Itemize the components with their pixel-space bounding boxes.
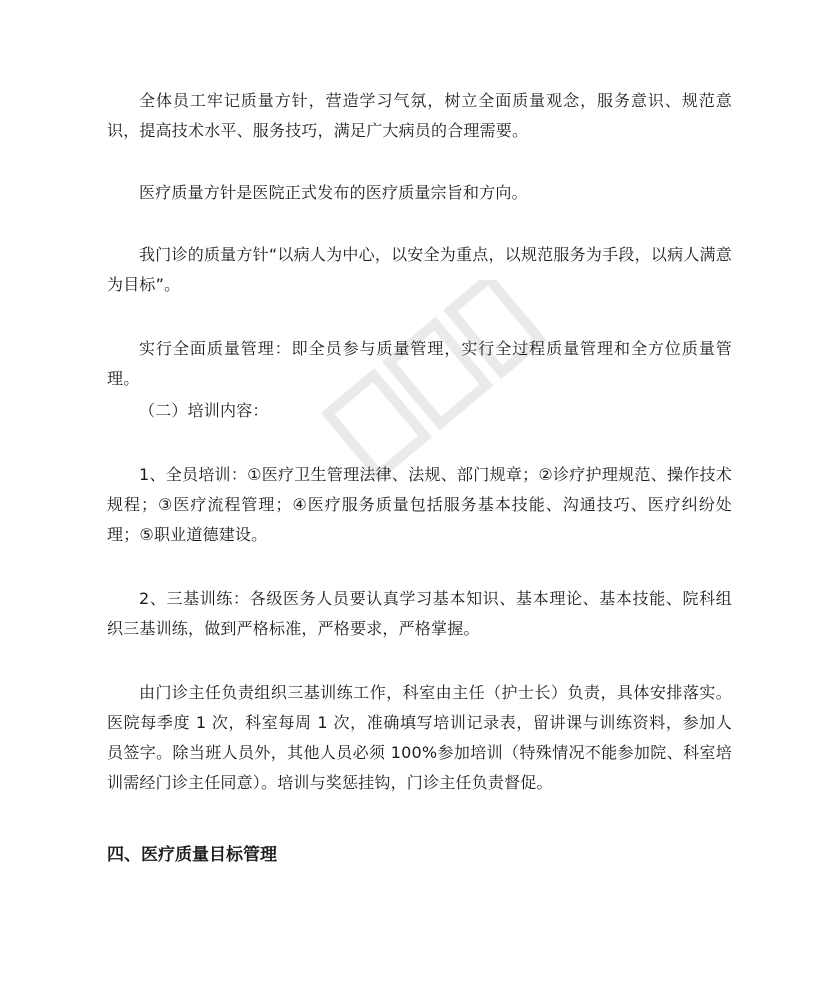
- paragraph-total-quality-management: 实行全面质量管理：即全员参与质量管理，实行全过程质量管理和全方位质量管理。: [107, 339, 732, 388]
- paragraph-training-content-heading: （二）培训内容：: [139, 401, 269, 420]
- paragraph-quality-policy-definition: 医疗质量方针是医院正式发布的医疗质量宗旨和方向。: [139, 183, 528, 202]
- paragraph-three-basics-training: 2、三基训练：各级医务人员要认真学习基本知识、基本理论、基本技能、院科组织三基训练，做到严格标准，严格要求，严格掌握。: [107, 589, 732, 638]
- paragraph-quality-policy-staff: 全体员工牢记质量方针，营造学习气氛，树立全面质量观念，服务意识、规范意识，提高技术水平、服务技巧，满足广大病员的合理需要。: [107, 91, 732, 140]
- paragraph-training-organization: 由门诊主任负责组织三基训练工作，科室由主任（护士长）负责，具体安排落实。医院每季度 1 次，科室每周 1 次，准确填写培训记录表，留讲课与训练资料，参加人员签字。除当班人员外，其他人员必须 100%参加培训（特殊情况不能参加院、科室培训需经门诊主任同意）。培训与奖惩挂钩，门诊主任负责督促。: [107, 683, 732, 792]
- paragraph-clinic-quality-policy: 我门诊的质量方针“以病人为中心，以安全为重点，以规范服务为手段，以病人满意为目标”。: [107, 245, 732, 294]
- paragraph-all-staff-training: 1、全员培训：①医疗卫生管理法律、法规、部门规章；②诊疗护理规范、操作技术规程；③医疗流程管理；④医疗服务质量包括服务基本技能、沟通技巧、医疗纠纷处理；⑤职业道德建设。: [107, 465, 732, 544]
- section-heading-quality-target-management: 四、医疗质量目标管理: [107, 845, 277, 865]
